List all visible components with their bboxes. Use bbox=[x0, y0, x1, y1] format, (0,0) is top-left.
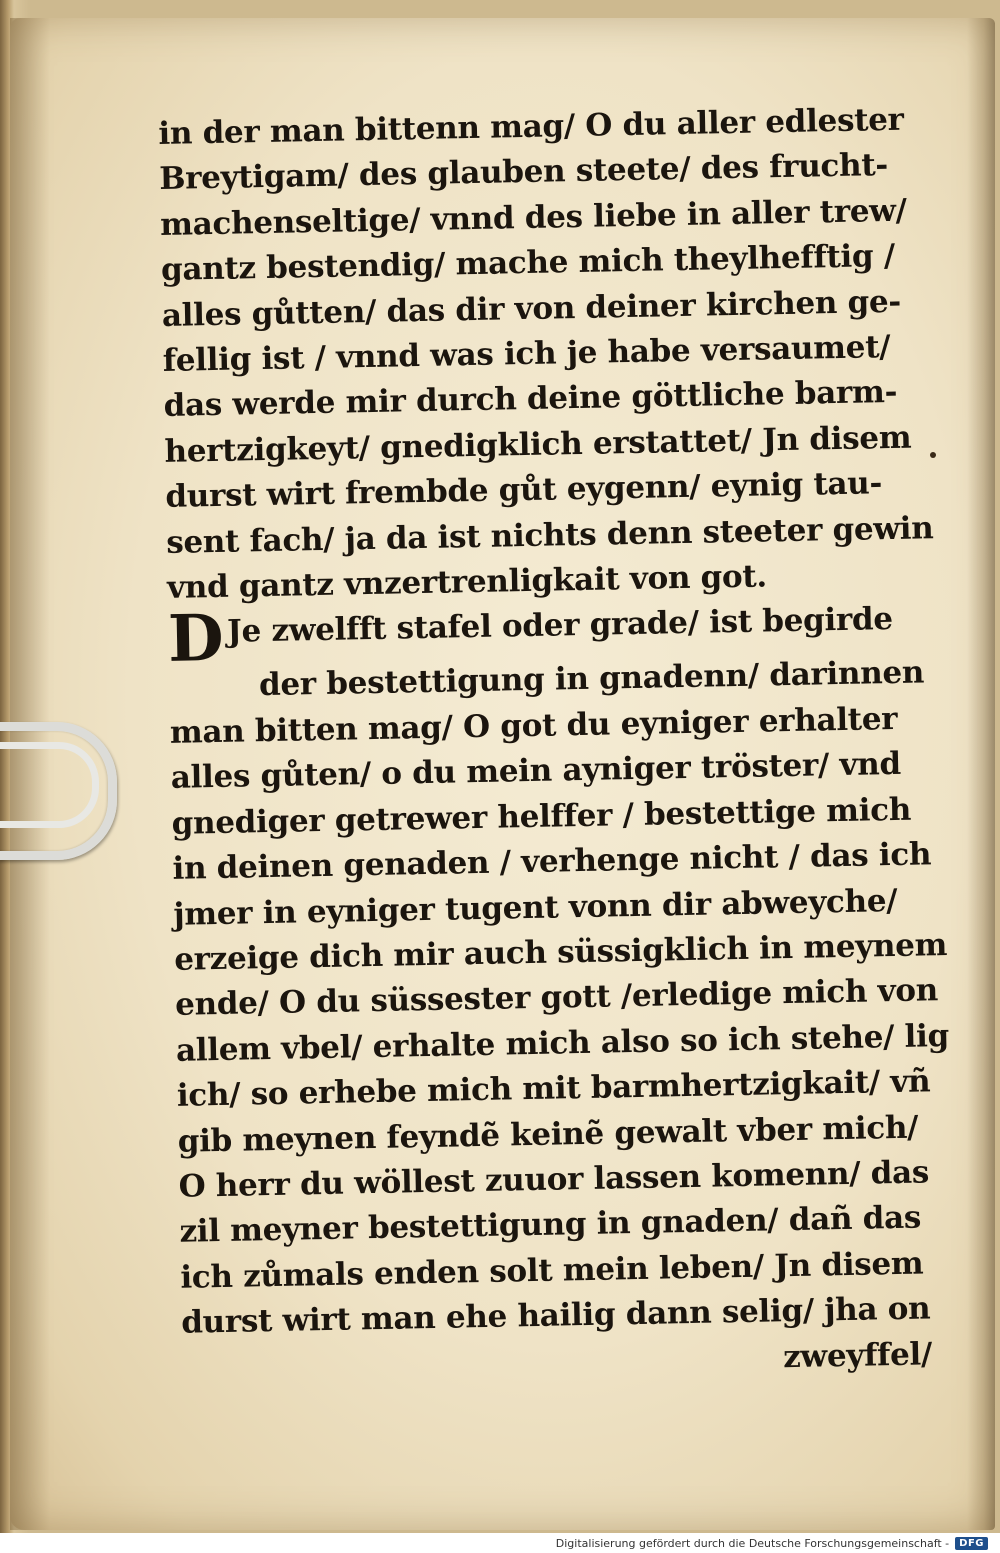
ink-speck bbox=[930, 452, 936, 458]
text-line: gnediger getrewer helffer / bestettige mich bbox=[171, 791, 912, 842]
text-line: zil meyner bestettigung in gnaden/ dañ das bbox=[179, 1199, 922, 1251]
text-line: hertzigkeyt/ gnedigklich erstattet/ Jn disem bbox=[164, 419, 912, 470]
dfg-logo: DFG bbox=[955, 1537, 988, 1550]
text-line: O herr du wöllest zuuor lassen komenn/ das bbox=[178, 1154, 930, 1205]
text-line: Je zwelfft stafel oder grade/ ist begirde bbox=[226, 601, 894, 651]
text-line: in deinen genaden / verhenge nicht / das ich bbox=[172, 836, 932, 887]
text-line: in der man bittenn mag/ O du aller edlester bbox=[158, 101, 904, 152]
text-line: machenseltige/ vnnd des liebe in aller trew/ bbox=[159, 192, 907, 243]
text-line: ich zůmals enden solt mein leben/ Jn disem bbox=[180, 1245, 924, 1296]
initial-letter: D bbox=[167, 601, 225, 678]
text-line: jmer in eyniger tugent vonn dir abweyche/ bbox=[173, 882, 898, 933]
catchword: zweyffel/ bbox=[782, 1335, 933, 1375]
text-line: durst wirt frembde gůt eygenn/ eynig tau- bbox=[165, 465, 883, 516]
page-text bbox=[158, 97, 950, 1391]
text-line: das werde mir durch deine göttliche barm- bbox=[163, 374, 898, 425]
text-line: ich/ so erhebe mich mit barmhertzigkait/ vñ bbox=[176, 1063, 931, 1114]
text-line: ende/ O du süssester gott /erledige mich von bbox=[174, 972, 939, 1024]
text-line: alles gůten/ o du mein ayniger tröster/ vnd bbox=[170, 746, 902, 797]
text-line: man bitten mag/ O got du eyniger erhalter bbox=[169, 700, 898, 751]
funding-text: Digitalisierung gefördert durch die Deutsche Forschungsgemeinschaft - bbox=[555, 1536, 950, 1550]
text-line: der bestettigung in gnadenn/ darinnen bbox=[258, 654, 925, 704]
text-line: allem vbel/ erhalte mich also so ich stehe/ lig bbox=[175, 1017, 950, 1069]
funding-footer bbox=[0, 1533, 1000, 1553]
text-line: erzeige dich mir auch süssigklich in meynem bbox=[173, 926, 948, 978]
text-line: gib meynen feyndẽ keinẽ gewalt vber mich/ bbox=[177, 1109, 919, 1160]
text-line: fellig ist / vnnd was ich je habe versaumet/ bbox=[162, 329, 891, 379]
text-line: durst wirt man ehe hailig dann selig/ jha on bbox=[180, 1290, 931, 1341]
text-line: sent fach/ ja da ist nichts denn steeter gewin bbox=[165, 509, 934, 561]
text-line: vnd gantz vnzertrenligkait von got. bbox=[166, 558, 768, 606]
text-line: alles gůtten/ das dir von deiner kirchen ge- bbox=[161, 283, 902, 334]
page-gutter bbox=[967, 18, 995, 1530]
text-line: gantz bestendig/ mache mich theylhefftig / bbox=[160, 238, 896, 289]
text-line: Breytigam/ des glauben steete/ des frucht- bbox=[158, 147, 889, 198]
paper-clip-inner-loop bbox=[0, 742, 99, 828]
